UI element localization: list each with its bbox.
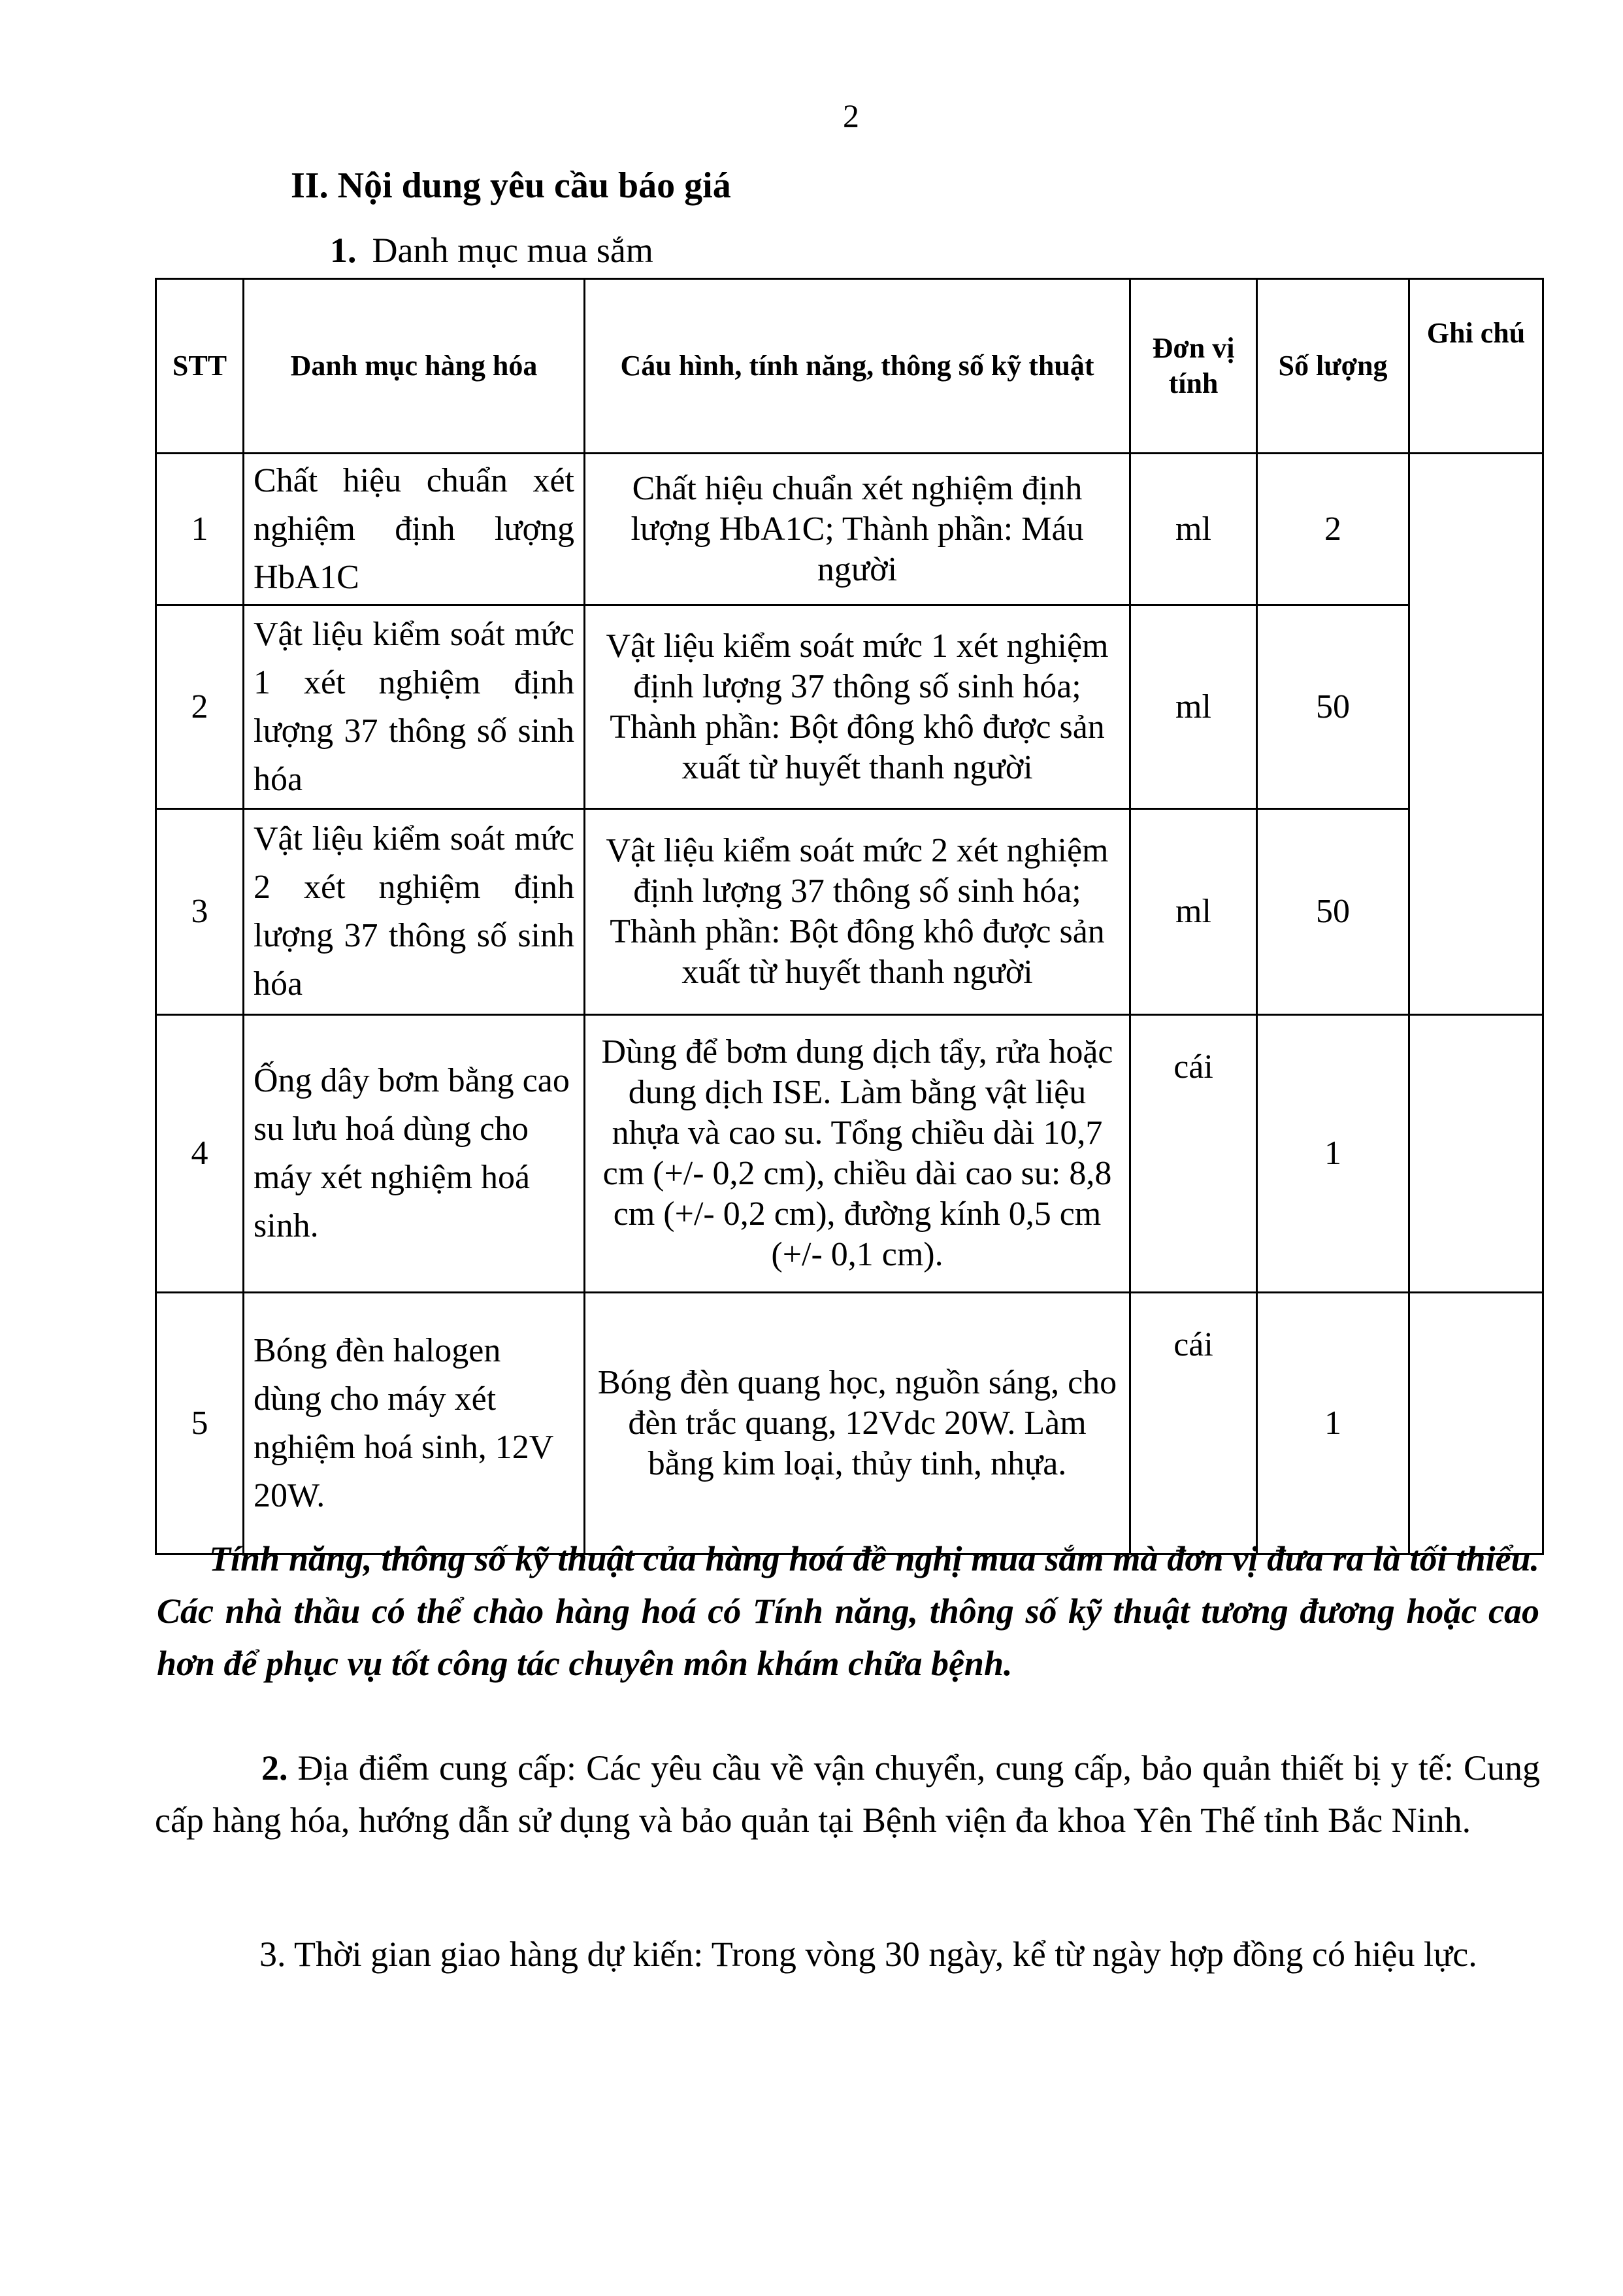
cell-qty: 50 xyxy=(1257,605,1409,809)
cell-stt: 3 xyxy=(156,809,244,1015)
delivery-location-paragraph xyxy=(155,1742,1540,1846)
cell-qty: 50 xyxy=(1257,809,1409,1015)
cell-unit: ml xyxy=(1130,454,1257,605)
cell-spec: Chất hiệu chuẩn xét nghiệm định lượng HbA1C; Thành phần: Máu người xyxy=(585,454,1130,605)
table-row xyxy=(156,1015,1543,1293)
cell-unit: cái xyxy=(1130,1293,1257,1554)
header-unit: Đơn vị tính xyxy=(1130,279,1257,454)
subsection-number: 1. xyxy=(330,231,357,270)
delivery-text: Địa điểm cung cấp: Các yêu cầu về vận chuyển, cung cấp, bảo quản thiết bị y tế: Cung cấp hàng hóa, hướng dẫn sử dụng và bảo quản tại Bệnh viện đa khoa Yên Thế tỉnh Bắc Ninh. xyxy=(155,1748,1541,1840)
header-qty: Số lượng xyxy=(1257,279,1409,454)
cell-name: Ống dây bơm bằng cao su lưu hoá dùng cho máy xét nghiệm hoá sinh. xyxy=(244,1015,585,1293)
cell-qty: 1 xyxy=(1257,1015,1409,1293)
table-row xyxy=(156,605,1543,809)
table-row xyxy=(156,809,1543,1015)
section-heading: II. Nội dung yêu cầu báo giá xyxy=(291,165,731,206)
cell-note xyxy=(1409,1293,1543,1554)
cell-spec: Vật liệu kiểm soát mức 1 xét nghiệm định lượng 37 thông số sinh hóa; Thành phần: Bột đông khô được sản xuất từ huyết thanh người xyxy=(585,605,1130,809)
subsection-title: Danh mục mua sắm xyxy=(372,231,653,270)
header-spec: Cáu hình, tính năng, thông số kỹ thuật xyxy=(585,279,1130,454)
table-row xyxy=(156,454,1543,605)
table-header-row xyxy=(156,279,1543,454)
cell-stt: 5 xyxy=(156,1293,244,1554)
cell-stt: 4 xyxy=(156,1015,244,1293)
cell-spec: Bóng đèn quang học, nguồn sáng, cho đèn trắc quang, 12Vdc 20W. Làm bằng kim loại, thủy tinh, nhựa. xyxy=(585,1293,1130,1554)
procurement-table xyxy=(155,278,1544,1555)
cell-spec: Dùng để bơm dung dịch tẩy, rửa hoặc dung dịch ISE. Làm bằng vật liệu nhựa và cao su. Tổng chiều dài 10,7 cm (+/- 0,2 cm), chiều dài cao su: 8,8 cm (+/- 0,2 cm), đường kính 0,5 cm (+/- 0,1 cm). xyxy=(585,1015,1130,1293)
cell-name: Bóng đèn halogen dùng cho máy xét nghiệm hoá sinh, 12V 20W. xyxy=(244,1293,585,1554)
header-note: Ghi chú xyxy=(1409,279,1543,454)
page-number: 2 xyxy=(843,97,859,134)
subsection-heading xyxy=(330,230,653,271)
cell-spec: Vật liệu kiểm soát mức 2 xét nghiệm định lượng 37 thông số sinh hóa; Thành phần: Bột đông khô được sản xuất từ huyết thanh người xyxy=(585,809,1130,1015)
table-row xyxy=(156,1293,1543,1554)
cell-name: Vật liệu kiểm soát mức 2 xét nghiệm định lượng 37 thông số sinh hóa xyxy=(244,809,585,1015)
cell-qty: 1 xyxy=(1257,1293,1409,1554)
cell-name: Chất hiệu chuẩn xét nghiệm định lượng HbA1C xyxy=(244,454,585,605)
cell-note xyxy=(1409,454,1543,1015)
cell-unit: ml xyxy=(1130,605,1257,809)
cell-unit: ml xyxy=(1130,809,1257,1015)
cell-unit: cái xyxy=(1130,1015,1257,1293)
header-stt: STT xyxy=(156,279,244,454)
cell-stt: 1 xyxy=(156,454,244,605)
cell-name: Vật liệu kiểm soát mức 1 xét nghiệm định lượng 37 thông số sinh hóa xyxy=(244,605,585,809)
cell-note xyxy=(1409,1015,1543,1293)
delivery-time-paragraph xyxy=(155,1928,1540,1980)
delivery-number: 2. xyxy=(261,1748,288,1788)
delivery-time-text: 3. Thời gian giao hàng dự kiến: Trong vòng 30 ngày, kể từ ngày hợp đồng có hiệu lực. xyxy=(259,1935,1477,1974)
specification-note-paragraph: Tính năng, thông số kỹ thuật của hàng hoá đề nghị mua sắm mà đơn vị đưa ra là tối thiểu. Các nhà thầu có thể chào hàng hoá có Tính năng, thông số kỹ thuật tương đương hoặc cao hơn để phục vụ tốt công tác chuyên môn khám chữa bệnh. xyxy=(157,1539,1539,1683)
header-name: Danh mục hàng hóa xyxy=(244,279,585,454)
cell-stt: 2 xyxy=(156,605,244,809)
cell-qty: 2 xyxy=(1257,454,1409,605)
